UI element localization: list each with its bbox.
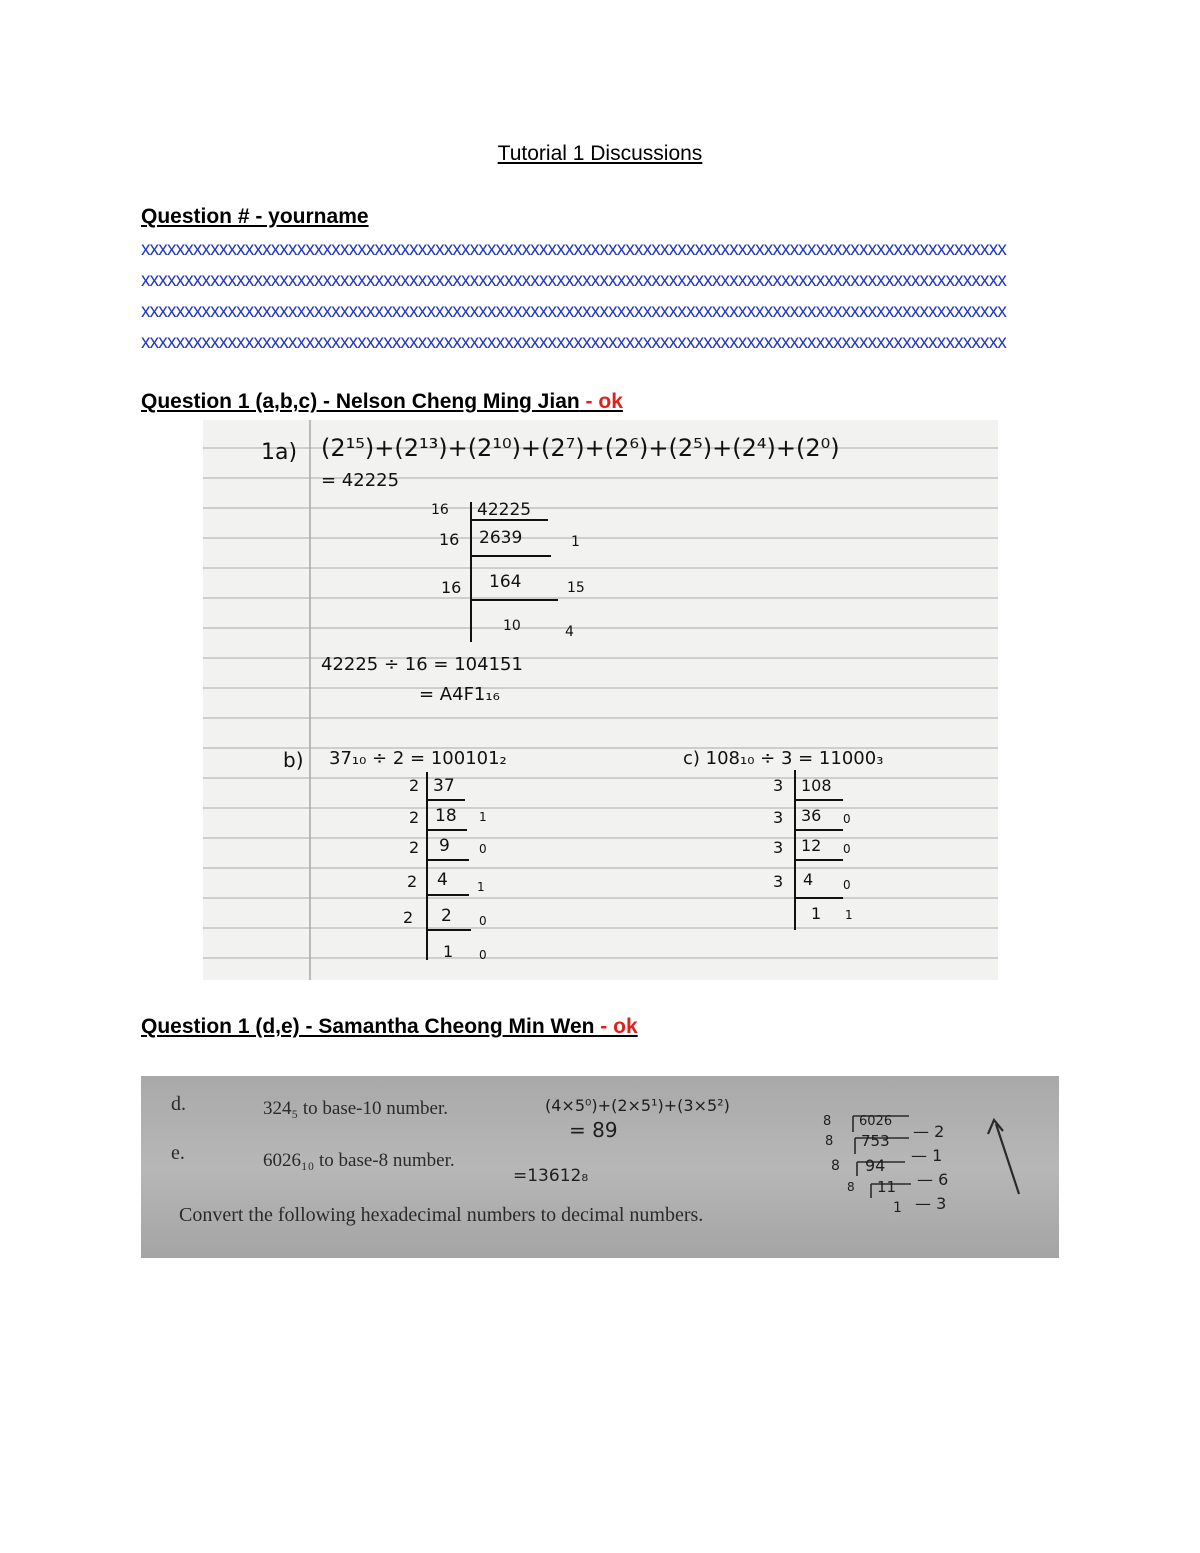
next-question-prompt: Convert the following hexadecimal numbers to decimal numbers. [179, 1204, 704, 1226]
document-title: Tutorial 1 Discussions [497, 142, 703, 165]
quotient: 42225 [477, 500, 532, 520]
remainder: 15 [567, 580, 585, 596]
answer-e: =13612₈ [513, 1166, 589, 1186]
item-label-e: e. [171, 1142, 185, 1164]
divisor: 16 [439, 530, 460, 549]
quotient: 753 [861, 1132, 890, 1150]
remainder: 0 [479, 948, 487, 962]
quotient: 164 [489, 572, 522, 592]
remainder: — 3 [915, 1194, 947, 1213]
divisor: 3 [773, 872, 784, 891]
divisor: 16 [431, 502, 449, 518]
question-heading-text: Question 1 (a,b,c) - Nelson Cheng Ming Jian [141, 390, 580, 413]
quotient: 4 [803, 870, 814, 889]
placeholder-line: xxxxxxxxxxxxxxxxxxxxxxxxxxxxxxxxxxxxxxxxxxxxxxxxxxxxxxxxxxxxxxxxxxxxxxxxxxxxxxxxxxxxxxxxxxxxxxxxxxxx [141, 270, 1007, 291]
divisor: 16 [441, 578, 462, 597]
divisor: 3 [773, 838, 784, 857]
divisor: 2 [407, 872, 418, 891]
quotient: 4 [437, 870, 448, 890]
quotient: 12 [801, 836, 822, 855]
remainder: 0 [479, 842, 487, 856]
question-heading-text: Question 1 (d,e) - Samantha Cheong Min Wen [141, 1015, 595, 1038]
placeholder-line: xxxxxxxxxxxxxxxxxxxxxxxxxxxxxxxxxxxxxxxxxxxxxxxxxxxxxxxxxxxxxxxxxxxxxxxxxxxxxxxxxxxxxxxxxxxxxxxxxxxx [141, 239, 1007, 260]
question-text-e: 6026₁₀ to base-8 number. [263, 1150, 455, 1171]
remainder: 0 [843, 878, 851, 892]
quotient: 10 [503, 618, 521, 634]
result-42225: = 42225 [321, 470, 400, 491]
remainder: — 6 [917, 1170, 949, 1189]
template-heading: Question # - yourname [141, 205, 369, 228]
quotient: 11 [877, 1178, 897, 1196]
question-text-d: 324₅ to base-10 number. [263, 1098, 448, 1119]
quotient: 1 [443, 942, 454, 961]
divisor: 8 [847, 1180, 855, 1194]
working-d: (4×5⁰)+(2×5¹)+(3×5²) [545, 1096, 730, 1115]
question-heading-q1de [141, 1015, 638, 1039]
divisor: 3 [773, 776, 784, 795]
remainder: — 1 [911, 1146, 943, 1165]
remainder: 1 [479, 810, 487, 824]
question-heading-q1abc [141, 390, 623, 414]
remainder: — 2 [913, 1122, 945, 1141]
remainder: 1 [845, 908, 853, 922]
divisor: 8 [825, 1134, 834, 1149]
label-1a: 1a) [261, 440, 298, 465]
expression-1a: (2¹⁵)+(2¹³)+(2¹⁰)+(2⁷)+(2⁶)+(2⁵)+(2⁴)+(2⁰) [321, 434, 840, 462]
quotient: 2639 [479, 528, 523, 548]
expression-1c: c) 108₁₀ ÷ 3 = 11000₃ [683, 748, 884, 769]
printed-worksheet-photo [141, 1076, 1059, 1258]
placeholder-line: xxxxxxxxxxxxxxxxxxxxxxxxxxxxxxxxxxxxxxxxxxxxxxxxxxxxxxxxxxxxxxxxxxxxxxxxxxxxxxxxxxxxxxxxxxxxxxxxxxxx [141, 301, 1007, 322]
status-ok: - ok [579, 390, 623, 413]
quotient: 2 [441, 906, 452, 926]
divisor: 8 [831, 1158, 840, 1174]
divisor: 8 [823, 1114, 832, 1129]
divisor: 3 [773, 808, 784, 827]
quotient: 1 [893, 1200, 902, 1216]
handwritten-solution-photo [203, 420, 998, 980]
remainder: 1 [477, 880, 485, 894]
item-label-d: d. [171, 1093, 186, 1115]
divisor: 2 [409, 776, 420, 795]
quotient: 9 [439, 836, 450, 856]
quotient: 1 [811, 904, 822, 923]
divisor: 2 [409, 808, 420, 827]
hex-result-1a: = A4F1₁₆ [419, 684, 500, 705]
division-result-1a: 42225 ÷ 16 = 104151 [321, 654, 523, 675]
answer-d: = 89 [569, 1118, 618, 1142]
remainder: 1 [571, 534, 580, 550]
quotient: 36 [801, 806, 822, 825]
remainder: 0 [843, 812, 851, 826]
quotient: 6026 [859, 1114, 893, 1129]
quotient: 37 [433, 776, 455, 796]
status-ok: - ok [594, 1015, 638, 1038]
label-1b: b) [283, 748, 304, 772]
remainder: 4 [565, 624, 574, 640]
placeholder-line: xxxxxxxxxxxxxxxxxxxxxxxxxxxxxxxxxxxxxxxxxxxxxxxxxxxxxxxxxxxxxxxxxxxxxxxxxxxxxxxxxxxxxxxxxxxxxxxxxxxx [141, 332, 1007, 353]
remainder: 0 [479, 914, 487, 928]
remainder: 0 [843, 842, 851, 856]
divisor: 2 [403, 908, 414, 927]
ruled-paper-lines [203, 420, 998, 980]
quotient: 108 [801, 776, 832, 795]
expression-1b: 37₁₀ ÷ 2 = 100101₂ [329, 748, 507, 769]
divisor: 2 [409, 838, 420, 857]
quotient: 18 [435, 806, 457, 826]
quotient: 94 [865, 1156, 886, 1175]
